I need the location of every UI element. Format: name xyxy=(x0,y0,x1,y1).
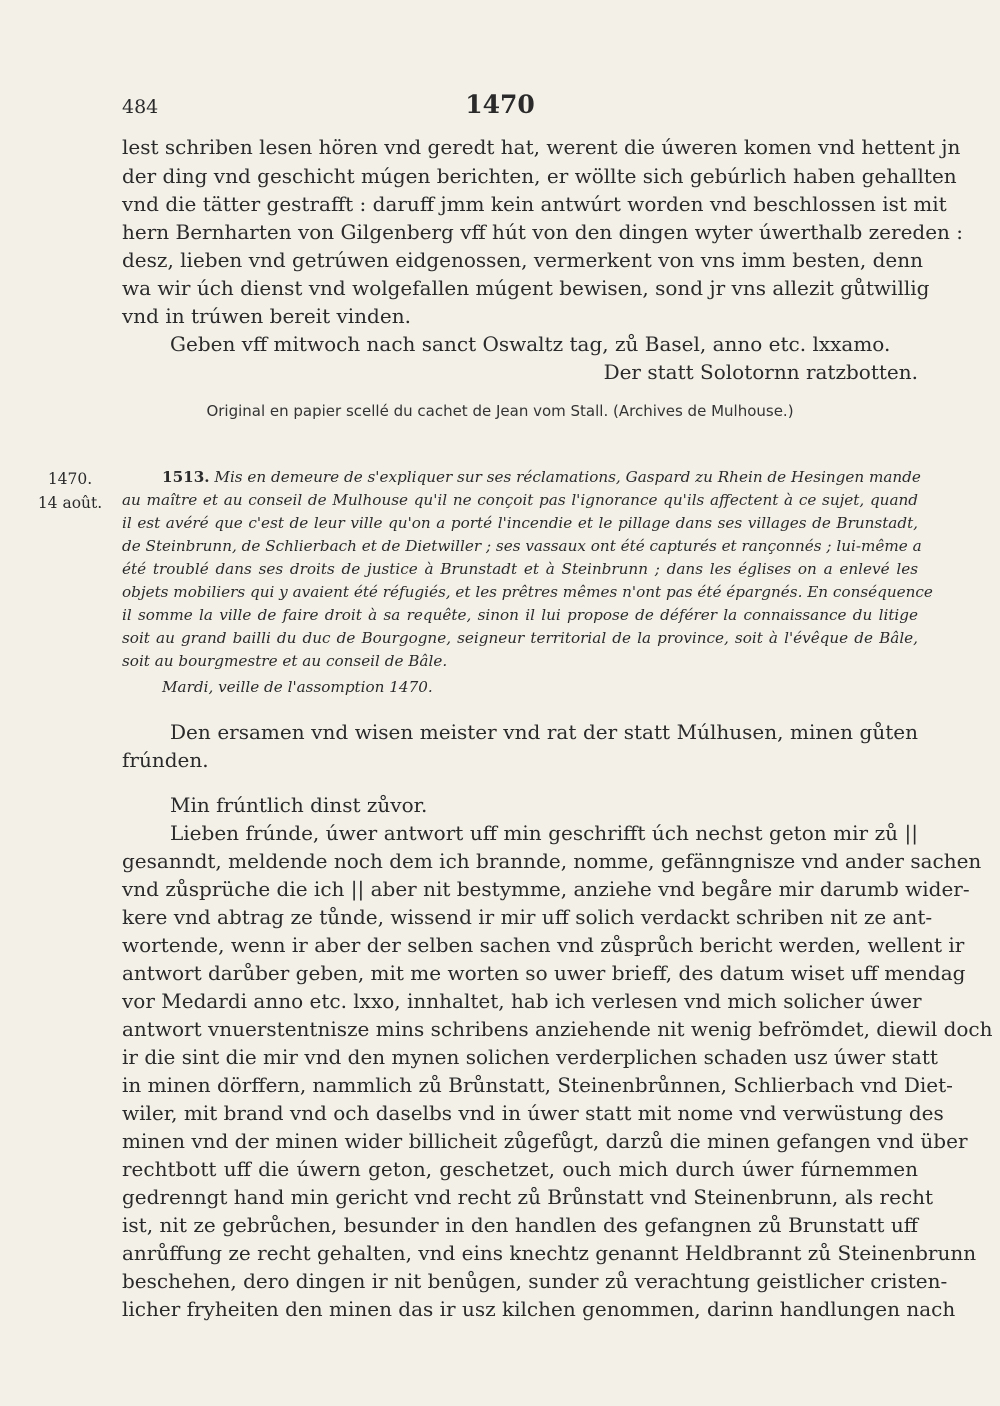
letter2-line: antwort vnuerstentnisze mins schribens anziehende nit wenig befrömdet, diewil doch xyxy=(122,1017,993,1041)
letter2-line: minen vnd der minen wider billicheit zůgefůgt, darzů die minen gefangen vnd über xyxy=(122,1129,968,1153)
letter2-line: vnd zůsprüche die ich || aber nit bestymme, anziehe vnd begåre mir darumb wider- xyxy=(122,877,970,901)
letter2-line: licher fryheiten den minen das ir usz kilchen genommen, darinn handlungen nach xyxy=(122,1297,956,1321)
letter2-greeting: Min frúntlich dinst zůvor. xyxy=(170,793,428,817)
margin-day: 14 août. xyxy=(37,494,103,512)
letter2-line: vor Medardi anno etc. lxxo, innhaltet, hab ich verlesen vnd mich solicher úwer xyxy=(122,989,922,1013)
regest-dating: Mardi, veille de l'assomption 1470. xyxy=(162,678,433,696)
letter1-line: lest schriben lesen hören vnd geredt hat, werent die úweren komen vnd hettent jn xyxy=(122,135,961,159)
regest-line: au maître et au conseil de Mulhouse qu'il ne conçoit pas l'ignorance qu'ils affectent à ce sujet, quand xyxy=(122,491,918,509)
letter2-address: frúnden. xyxy=(122,748,209,772)
regest-line: objets mobiliers qui y avaient été réfugiés, et les prêtres mêmes n'ont pas été épargnés. En conséquence xyxy=(122,583,933,601)
letter2-line: wortende, wenn ir aber der selben sachen vnd zůsprůch bericht werden, wellent ir xyxy=(122,933,965,957)
regest-line: il est avéré que c'est de leur ville qu'on a porté l'incendie et le pillage dans ses villages de Brunstadt, xyxy=(122,514,918,532)
letter1-dating: Geben vff mitwoch nach sanct Oswaltz tag, zů Basel, anno etc. lxxamo. xyxy=(170,332,891,356)
letter1-line: der ding vnd geschicht múgen berichten, er wöllte sich gebúrlich haben gehallten xyxy=(122,164,957,188)
letter2-line: anrůffung ze recht gehalten, vnd eins knechtz genannt Heldbrannt zů Steinenbrunn xyxy=(122,1241,977,1265)
source-note: Original en papier scellé du cachet de Jean vom Stall. (Archives de Mulhouse.) xyxy=(206,402,794,420)
letter2-address: Den ersamen vnd wisen meister vnd rat der statt Múlhusen, minen gůten xyxy=(170,720,918,744)
letter2-line: beschehen, dero dingen ir nit benůgen, sunder zů verachtung geistlicher cristen- xyxy=(122,1269,948,1293)
letter2-line: gesanndt, meldende noch dem ich brannde, nomme, gefänngnisze vnd ander sachen xyxy=(122,849,982,873)
letter1-line: vnd die tätter gestrafft : daruff jmm kein antwúrt worden vnd beschlossen ist mit xyxy=(122,192,947,216)
letter2-line: wiler, mit brand vnd och daselbs vnd in úwer statt mit nome vnd verwüstung des xyxy=(122,1101,944,1125)
regest-line: il somme la ville de faire droit à sa requête, sinon il lui propose de déférer la connaissance du litige xyxy=(122,606,918,624)
letter2-line: antwort darůber geben, mit me worten so uwer brieff, des datum wiset uff mendag xyxy=(122,961,966,985)
regest-line: de Steinbrunn, de Schlierbach et de Dietwiller ; ses vassaux ont été capturés et rançonnés ; lui-même a xyxy=(122,537,922,555)
letter2-line: Lieben frúnde, úwer antwort uff min geschrifft úch nechst geton mir zů || xyxy=(170,821,918,845)
letter2-line: rechtbott uff die úwern geton, geschetzet, ouch mich durch úwer fúrnemmen xyxy=(122,1157,918,1181)
letter2-line: gedrenngt hand min gericht vnd recht zů Brůnstatt vnd Steinenbrunn, als recht xyxy=(122,1185,934,1209)
regest-line-text: Mis en demeure de s'expliquer sur ses réclamations, Gaspard zu Rhein de Hesingen mande xyxy=(214,468,921,486)
letter2-line: ir die sint die mir vnd den mynen solichen verderplichen schaden usz úwer statt xyxy=(122,1045,938,1069)
margin-year: 1470. xyxy=(47,470,93,488)
regest-first-line xyxy=(122,466,921,489)
letter1-line: wa wir úch dienst vnd wolgefallen múgent bewisen, sond jr vns allezit gůtwillig xyxy=(122,276,930,300)
regest-line: été troublé dans ses droits de justice à Brunstadt et à Steinbrunn ; dans les églises on a enlevé les xyxy=(122,560,918,578)
regest-line: soit au grand bailli du duc de Bourgogne, seigneur territorial de la province, soit à l'évêque de Bâle, xyxy=(122,629,918,647)
letter1-line: vnd in trúwen bereit vinden. xyxy=(122,304,411,328)
letter2-line: in minen dörffern, nammlich zů Brůnstatt, Steinenbrůnnen, Schlierbach vnd Diet- xyxy=(122,1073,953,1097)
regest-line: soit au bourgmestre et au conseil de Bâle. xyxy=(122,652,448,670)
letter2-line: ist, nit ze gebrůchen, besunder in den handlen des gefangnen zů Brunstatt uff xyxy=(122,1213,918,1237)
letter1-line: desz, lieben vnd getrúwen eidgenossen, vermerkent von vns imm besten, denn xyxy=(122,248,923,272)
letter1-signature: Der statt Solotornn ratzbotten. xyxy=(603,360,918,384)
document-number: 1513. xyxy=(162,468,210,486)
letter2-line: kere vnd abtrag ze tůnde, wissend ir mir uff solich verdackt schriben nit ze ant- xyxy=(122,905,933,929)
page-number: 484 xyxy=(122,96,159,118)
running-head-year: 1470 xyxy=(465,90,535,119)
letter1-line: hern Bernharten von Gilgenberg vff hút von den dingen wyter úwerthalb zereden : xyxy=(122,220,964,244)
